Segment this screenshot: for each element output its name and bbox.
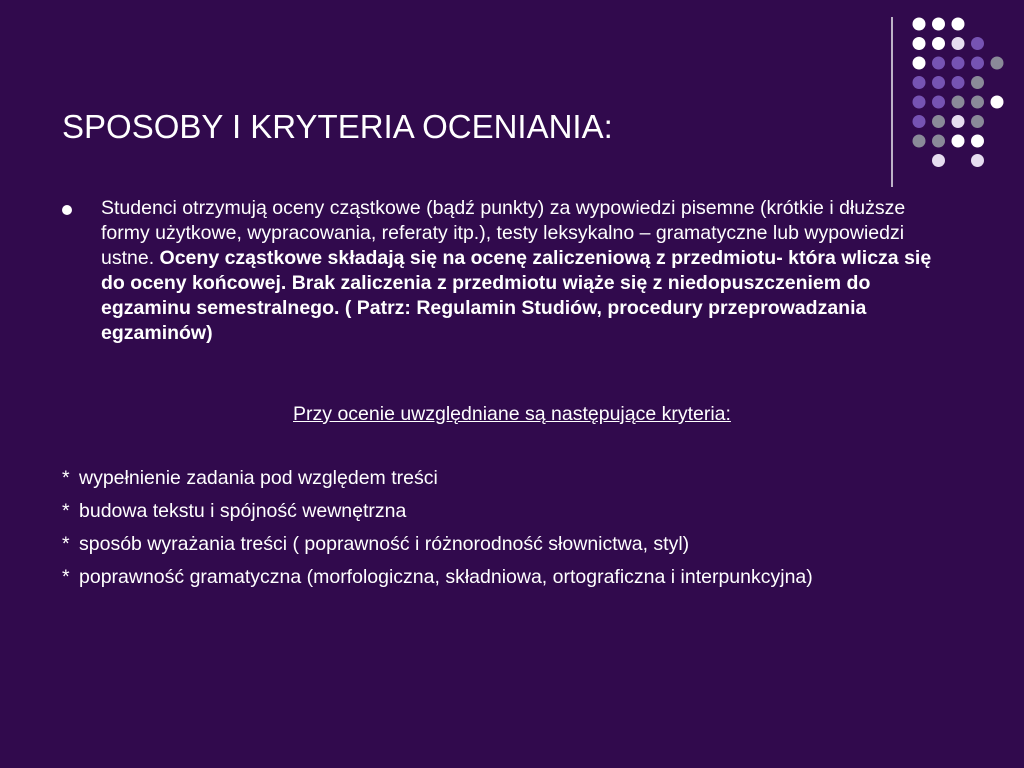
- paragraph-normal-text: Studenci otrzymują oceny cząstkowe (bądź punkty) za wypowiedzi pisemne (krótkie i dłuższe formy użytkowe, wypracowania, referaty itp.), testy leksykalno – gramatyczne lub wypowiedzi ustne.: [101, 197, 906, 269]
- slide-title: SPOSOBY I KRYTERIA OCENIANIA:: [62, 108, 613, 145]
- decorative-dot: [932, 18, 945, 31]
- criteria-heading: Przy ocenie uwzględniane są następujące kryteria:: [293, 403, 731, 425]
- asterisk-marker: *: [62, 467, 70, 489]
- decorative-dot: [952, 135, 965, 148]
- decorative-dot: [971, 154, 984, 167]
- paragraph-bold-text: Oceny cząstkowe składają się na ocenę zaliczeniową z przedmiotu- która wlicza się do oceny końcowej. Brak zaliczenia z przedmiotu wiąże się z niedopuszczeniem do egzaminu semestralnego. ( Patrz: Regulamin Studiów, procedury przeprowadzania egzaminów): [101, 247, 932, 344]
- decorative-dot: [913, 18, 926, 31]
- decorative-dot: [952, 76, 965, 89]
- bullet-paragraph: [62, 196, 962, 346]
- asterisk-marker: *: [62, 533, 70, 555]
- decorative-dot: [971, 37, 984, 50]
- decorative-dot: [971, 135, 984, 148]
- decorative-dot: [932, 37, 945, 50]
- decorative-dot: [991, 96, 1004, 109]
- criteria-item: [62, 565, 922, 590]
- decorative-dot: [952, 18, 965, 31]
- criteria-item: [62, 466, 922, 491]
- decorative-dot: [952, 115, 965, 128]
- decorative-dot: [952, 37, 965, 50]
- criteria-list: [62, 466, 922, 598]
- criteria-item: [62, 532, 922, 557]
- criteria-text: budowa tekstu i spójność wewnętrzna: [79, 500, 407, 522]
- decorative-dot: [932, 154, 945, 167]
- decorative-dot: [932, 96, 945, 109]
- criteria-item: [62, 499, 922, 524]
- decorative-dot: [952, 96, 965, 109]
- decorative-dot: [913, 135, 926, 148]
- decorative-dot: [932, 57, 945, 70]
- decorative-dot: [932, 76, 945, 89]
- decorative-dot: [991, 57, 1004, 70]
- decorative-dot: [913, 37, 926, 50]
- decorative-dot: [952, 57, 965, 70]
- criteria-text: poprawność gramatyczna (morfologiczna, składniowa, ortograficzna i interpunkcyjna): [79, 566, 813, 588]
- decorative-dot: [971, 76, 984, 89]
- decorative-dot: [932, 115, 945, 128]
- decorative-dot: [913, 57, 926, 70]
- asterisk-marker: *: [62, 500, 70, 522]
- decorative-dot: [971, 96, 984, 109]
- criteria-text: wypełnienie zadania pod względem treści: [79, 467, 438, 489]
- decorative-dot-grid: [0, 0, 1024, 200]
- decorative-dot: [913, 115, 926, 128]
- decorative-dot: [971, 57, 984, 70]
- asterisk-marker: *: [62, 566, 70, 588]
- criteria-text: sposób wyrażania treści ( poprawność i różnorodność słownictwa, styl): [79, 533, 690, 555]
- decorative-dot: [971, 115, 984, 128]
- bullet-text: [101, 196, 951, 346]
- decorative-dot: [932, 135, 945, 148]
- decorative-dot: [913, 76, 926, 89]
- decorative-dot: [913, 96, 926, 109]
- bullet-icon: [62, 205, 72, 215]
